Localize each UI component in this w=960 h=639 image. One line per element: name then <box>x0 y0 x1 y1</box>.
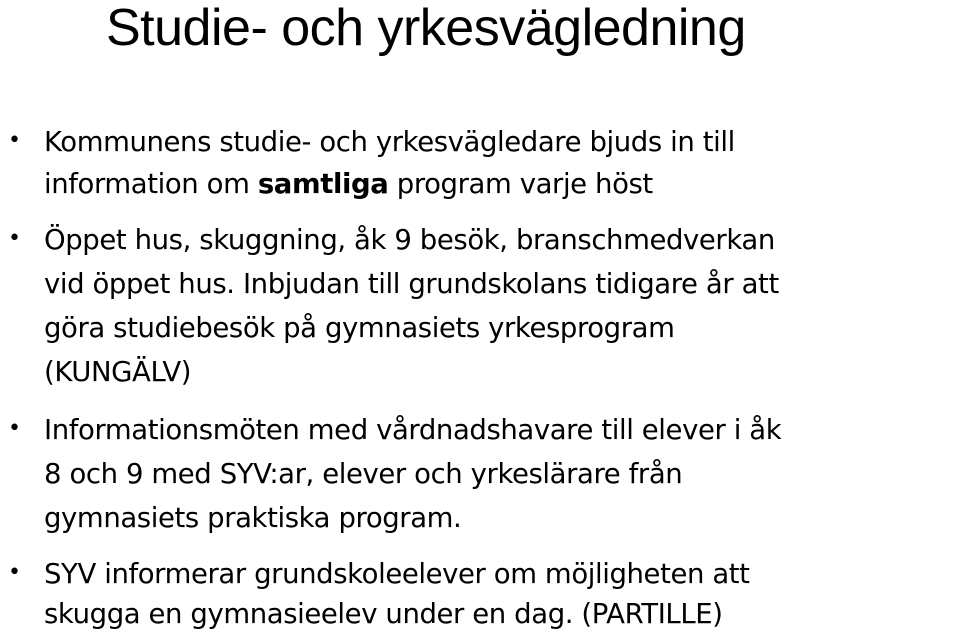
bullet-text: vid öppet hus. Inbjudan till grundskolans tidigare år att <box>44 268 779 300</box>
bullet-text: Informationsmöten med vårdnadshavare till elever i åk <box>44 414 782 446</box>
bullet-text: göra studiebesök på gymnasiets yrkesprogram <box>44 312 675 344</box>
bullet-text: program varje höst <box>388 168 653 200</box>
emphasis-text: samtliga <box>257 168 389 200</box>
bullet-dot-icon: • <box>8 128 21 153</box>
bullet-line <box>44 220 775 260</box>
bullet-line <box>44 164 653 204</box>
bullet-line <box>44 352 191 392</box>
bullet-line <box>44 122 735 162</box>
bullet-line <box>44 308 674 348</box>
bullet-dot-icon: • <box>8 560 21 585</box>
bullet-text: SYV informerar grundskoleelever om möjligheten att <box>44 558 750 590</box>
bullet-line <box>44 264 779 304</box>
bullet-text: Kommunens studie- och yrkesvägledare bjuds in till <box>44 126 735 158</box>
bullet-text: gymnasiets praktiska program. <box>44 502 462 534</box>
bullet-line <box>44 498 461 538</box>
bullet-dot-icon: • <box>8 226 21 251</box>
slide-title: Studie- och yrkesvägledning <box>106 0 746 57</box>
bullet-text: 8 och 9 med SYV:ar, elever och yrkeslärare från <box>44 458 683 490</box>
bullet-text: Öppet hus, skuggning, åk 9 besök, branschmedverkan <box>44 224 775 256</box>
bullet-line <box>44 454 682 494</box>
bullet-dot-icon: • <box>8 416 21 441</box>
bullet-line <box>44 594 723 634</box>
bullet-line <box>44 410 781 450</box>
bullet-text: skugga en gymnasieelev under en dag. (PARTILLE) <box>44 598 723 630</box>
bullet-text: (KUNGÄLV) <box>44 356 192 388</box>
bullet-text: information om <box>44 168 258 200</box>
bullet-line <box>44 554 750 594</box>
